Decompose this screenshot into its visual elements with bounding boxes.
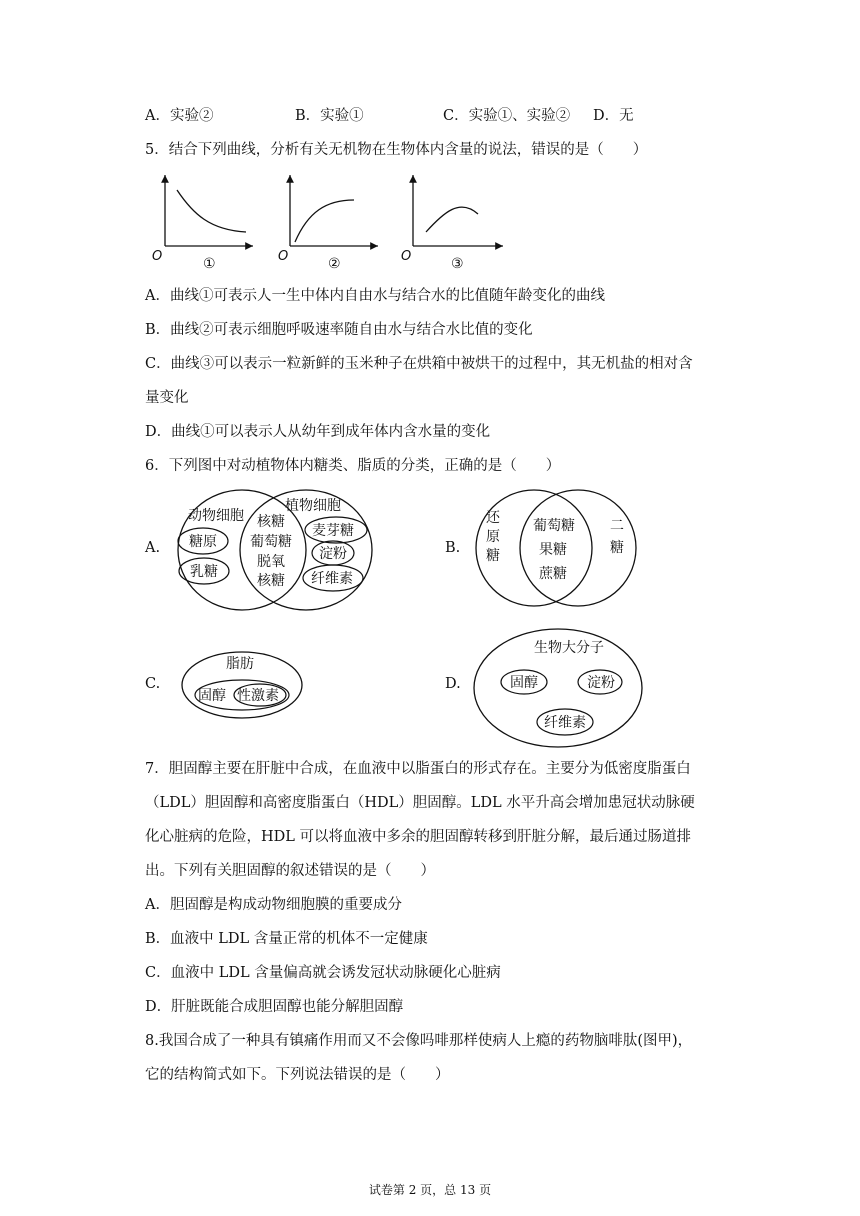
q6-label-b: B. [445,540,461,556]
q8-stem-line-1: 8.我国合成了一种具有镇痛作用而又不会像吗啡那样使病人上瘾的药物脑啡肽(图甲)， [145,1033,693,1049]
cellulose-item: 纤维素 [544,715,586,731]
q6-diagram-a [170,486,380,614]
sterol-item: 固醇 [510,675,538,691]
shared-item-3: 脱氧 [257,554,285,570]
animal-cell-title: 动物细胞 [188,508,244,524]
q4-option-b: B．实验① [295,108,364,124]
q7-stem-line-2: （LDL）胆固醇和高密度脂蛋白（HDL）胆固醇。LDL 水平升高会增加患冠状动脉硬 [145,795,695,811]
q5-option-c: C．曲线③可以表示一粒新鲜的玉米种子在烘箱中被烘干的过程中，其无机盐的相对含 [145,356,693,372]
q5-graph-1-origin: O [152,249,163,264]
q6-label-c: C. [145,676,161,692]
glycogen-label: 糖原 [189,534,217,550]
lactose-label: 乳糖 [190,564,218,580]
shared-item-1: 核糖 [257,514,285,530]
plant-cell-title: 植物细胞 [285,498,341,514]
q5-stem: 5．结合下列曲线，分析有关无机物在生物体内含量的说法，错误的是（ ） [145,142,648,158]
q7-option-d: D．肝脏既能合成胆固醇也能分解胆固醇 [145,999,404,1015]
q5-graph-3 [401,175,503,272]
page-footer: 试卷第 2 页，总 13 页 [368,1183,492,1197]
sex-hormone-label: 性激素 [237,688,279,704]
q7-stem-line-1: 7．胆固醇主要在肝脏中合成，在血液中以脂蛋白的形式存在。主要分为低密度脂蛋白 [145,761,691,777]
q5-graph-1 [152,175,253,272]
q6-diagram-b [468,484,648,612]
disaccharide-char-1: 二 [610,518,624,534]
q6-label-a: A. [145,540,161,556]
q6-stem: 6．下列图中对动植物体内糖类、脂质的分类，正确的是（ ） [145,458,561,474]
q6-label-d: D. [445,676,461,692]
fat-label: 脂肪 [226,656,254,672]
reducing-sugar-char-2: 原 [486,529,500,545]
q5-graph-3-label: ③ [451,256,464,272]
q7-stem-line-3: 化心脏病的危险，HDL 可以将血液中多余的胆固醇转移到肝脏分解，最后通过肠道排 [145,829,692,845]
cellulose-label: 纤维素 [311,571,353,587]
q4-option-a: A．实验② [145,108,214,124]
q7-option-c: C．血液中 LDL 含量偏高就会诱发冠状动脉硬化心脏病 [145,965,501,981]
q7-stem-line-4: 出。下列有关胆固醇的叙述错误的是（ ） [145,863,435,879]
q4-option-c: C．实验①、实验② [443,108,571,124]
q5-graph-2-origin: O [278,249,289,264]
q5-graph-2 [278,175,378,272]
q5-curves-figure [148,170,508,275]
reducing-sugar-char-1: 还 [486,510,500,526]
starch-item: 淀粉 [587,675,615,691]
q5-graph-2-label: ② [328,256,341,272]
q7-option-b: B．血液中 LDL 含量正常的机体不一定健康 [145,931,428,947]
shared-fructose: 果糖 [539,542,567,558]
sterol-label: 固醇 [198,688,226,704]
shared-item-2: 葡萄糖 [250,534,292,550]
reducing-sugar-char-3: 糖 [486,548,500,564]
q5-option-a: A．曲线①可表示人一生中体内自由水与结合水的比值随年龄变化的曲线 [145,288,605,304]
starch-label: 淀粉 [319,546,347,562]
shared-item-4: 核糖 [257,573,285,589]
shared-sucrose: 蔗糖 [539,566,567,582]
disaccharide-char-2: 糖 [610,540,624,556]
q6-diagram-d [470,624,650,752]
q8-stem-line-2: 它的结构简式如下。下列说法错误的是（ ） [145,1067,450,1083]
q5-option-b: B．曲线②可表示细胞呼吸速率随自由水与结合水比值的变化 [145,322,533,338]
q5-graph-1-label: ① [203,256,216,272]
shared-glucose: 葡萄糖 [533,518,575,534]
q5-option-d: D．曲线①可以表示人从幼年到成年体内含水量的变化 [145,424,491,440]
q5-graph-3-origin: O [401,249,412,264]
maltose-label: 麦芽糖 [312,523,354,539]
q5-option-c-cont: 量变化 [145,390,189,406]
q6-diagram-c [178,646,308,722]
q4-option-d: D．无 [593,108,634,124]
q7-option-a: A．胆固醇是构成动物细胞膜的重要成分 [145,897,402,913]
biomacromolecule-label: 生物大分子 [534,640,604,656]
